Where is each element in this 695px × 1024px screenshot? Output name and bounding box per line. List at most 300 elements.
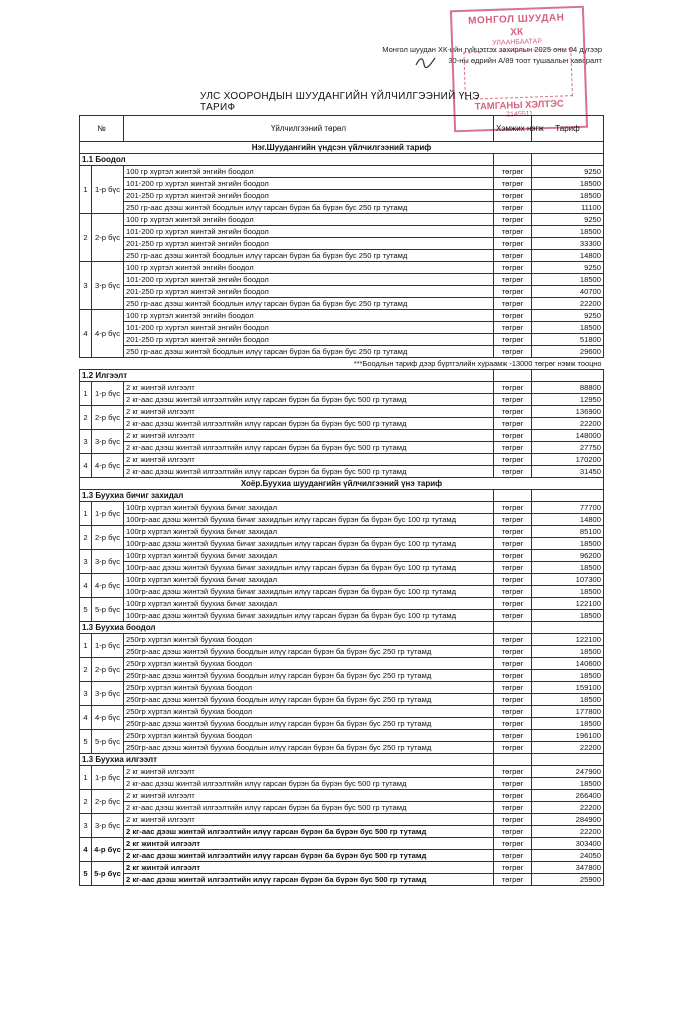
unit-cell: төгрөг [494,730,532,742]
service-description: 250гр-аас дээш жинтэй буухиа боодлын илүү гарсан бүрэн ба бүрэн бус 250 гр тутамд [124,646,494,658]
zone-label: 4-р бүс [92,310,124,358]
table-row [80,814,604,826]
table-row [80,274,604,286]
table-row [80,262,604,274]
price-cell: 18500 [532,226,604,238]
unit-cell: төгрөг [494,406,532,418]
table-row [80,406,604,418]
stamp-line: 2145511 [506,110,534,119]
section-heading: Хоёр.Буухиа шуудангийн үйлчилгээний үнэ тариф [80,478,604,490]
unit-cell: төгрөг [494,178,532,190]
service-description: 201-250 гр хүртэл жинтэй энгийн боодол [124,334,494,346]
unit-cell: төгрөг [494,766,532,778]
table-row [80,646,604,658]
group-title-row [80,490,604,502]
service-description: 2 кг-аас дээш жинтэй илгээлтийн илүү гарсан бүрэн ба бүрэн бус 500 гр тутамд [124,826,494,838]
table-row [80,442,604,454]
price-cell: 9250 [532,214,604,226]
table-row [80,250,604,262]
service-description: 100гр-аас дээш жинтэй буухиа бичиг захидлын илүү гарсан бүрэн ба бүрэн бус 100 гр тутамд [124,562,494,574]
price-cell: 18500 [532,778,604,790]
unit-cell: төгрөг [494,502,532,514]
price-cell: 22200 [532,826,604,838]
zone-number: 2 [80,406,92,430]
table-row [80,586,604,598]
table-row [80,322,604,334]
unit-cell: төгрөг [494,706,532,718]
unit-cell: төгрөг [494,826,532,838]
table-row [80,166,604,178]
unit-cell: төгрөг [494,394,532,406]
table-row [80,778,604,790]
price-cell: 18500 [532,694,604,706]
table-row [80,238,604,250]
price-cell: 77700 [532,502,604,514]
price-cell: 196100 [532,730,604,742]
unit-cell: төгрөг [494,526,532,538]
stamp-line: ХК [510,26,524,39]
table-row [80,634,604,646]
unit-cell: төгрөг [494,310,532,322]
zone-number: 3 [80,550,92,574]
group-title: 1.3 Буухиа илгээлт [80,754,494,766]
zone-label: 3-р бүс [92,262,124,310]
price-cell: 27750 [532,442,604,454]
price-cell: 18500 [532,274,604,286]
zone-label: 1-р бүс [92,502,124,526]
service-description: 2 кг-аас дээш жинтэй илгээлтийн илүү гарсан бүрэн ба бүрэн бус 500 гр тутамд [124,442,494,454]
service-description: 100гр-аас дээш жинтэй буухиа бичиг захидлын илүү гарсан бүрэн ба бүрэн бус 100 гр тутамд [124,610,494,622]
signature-mark [415,55,437,69]
unit-cell: төгрөг [494,802,532,814]
table-row [80,706,604,718]
service-description: 250 гр-аас дээш жинтэй боодлын илүү гарсан бүрэн ба бүрэн бус 250 гр тутамд [124,346,494,358]
zone-number: 4 [80,706,92,730]
zone-label: 1-р бүс [92,166,124,214]
unit-cell: төгрөг [494,634,532,646]
zone-number: 1 [80,166,92,214]
unit-cell: төгрөг [494,298,532,310]
table-row [80,178,604,190]
service-description: 100 гр хүртэл жинтэй энгийн боодол [124,166,494,178]
unit-cell: төгрөг [494,430,532,442]
zone-number: 1 [80,634,92,658]
table-row [80,418,604,430]
table-header-row [80,116,604,142]
service-description: 2 кг жинтэй илгээлт [124,838,494,850]
price-cell: 18500 [532,610,604,622]
unit-cell: төгрөг [494,322,532,334]
col-header-unit: Хэмжих нэгж [494,116,532,142]
unit-cell: төгрөг [494,250,532,262]
service-description: 2 кг-аас дээш жинтэй илгээлтийн илүү гарсан бүрэн ба бүрэн бус 500 гр тутамд [124,394,494,406]
unit-cell: төгрөг [494,610,532,622]
unit-cell: төгрөг [494,550,532,562]
service-description: 100гр хүртэл жинтэй буухиа бичиг захидал [124,526,494,538]
tariff-table [79,115,604,886]
table-row [80,430,604,442]
zone-label: 2-р бүс [92,526,124,550]
price-cell: 12950 [532,394,604,406]
stamp-line: ТАМГАНЫ ХЭЛТЭС [474,98,564,113]
group-title: 1.2 Илгээлт [80,370,494,382]
price-cell: 18500 [532,670,604,682]
unit-cell: төгрөг [494,682,532,694]
service-description: 250гр хүртэл жинтэй буухиа боодол [124,658,494,670]
group-title: 1.3 Буухиа боодол [80,622,494,634]
table-row [80,298,604,310]
price-cell: 14800 [532,250,604,262]
zone-label: 4-р бүс [92,454,124,478]
empty-cell [494,754,532,766]
zone-number: 2 [80,658,92,682]
table-row [80,862,604,874]
service-description: 250гр-аас дээш жинтэй буухиа боодлын илүү гарсан бүрэн ба бүрэн бус 250 гр тутамд [124,718,494,730]
section-heading-row [80,478,604,490]
empty-cell [494,370,532,382]
empty-cell [494,490,532,502]
group-title-row [80,370,604,382]
service-description: 250 гр-аас дээш жинтэй боодлын илүү гарсан бүрэн ба бүрэн бус 250 гр тутамд [124,202,494,214]
zone-number: 4 [80,574,92,598]
service-description: 250гр-аас дээш жинтэй буухиа боодлын илүү гарсан бүрэн ба бүрэн бус 250 гр тутамд [124,742,494,754]
zone-label: 2-р бүс [92,406,124,430]
unit-cell: төгрөг [494,214,532,226]
price-cell: 11100 [532,202,604,214]
zone-label: 5-р бүс [92,598,124,622]
price-cell: 18500 [532,538,604,550]
table-row [80,514,604,526]
zone-label: 5-р бүс [92,862,124,886]
service-description: 201-250 гр хүртэл жинтэй энгийн боодол [124,238,494,250]
zone-number: 5 [80,730,92,754]
price-cell: 347800 [532,862,604,874]
service-description: 101-200 гр хүртэл жинтэй энгийн боодол [124,178,494,190]
service-description: 2 кг-аас дээш жинтэй илгээлтийн илүү гарсан бүрэн ба бүрэн бус 500 гр тутамд [124,418,494,430]
unit-cell: төгрөг [494,466,532,478]
zone-number: 3 [80,814,92,838]
group-note-row [80,358,604,370]
price-cell: 40700 [532,286,604,298]
order-annex-note: Монгол шуудан ХК-ийн гүйцэтгэх захирлын 2025 оны 04 дүгээр 30-ны өдрийн А/89 тоот тушаалын хавсралт [382,45,602,65]
zone-label: 2-р бүс [92,790,124,814]
group-note: ***Боодлын тариф дээр бүртгэлийн хураамж -13000 төгрөг нэмж тооцно [80,358,604,370]
service-description: 101-200 гр хүртэл жинтэй энгийн боодол [124,322,494,334]
price-cell: 33300 [532,238,604,250]
price-cell: 18500 [532,562,604,574]
service-description: 2 кг жинтэй илгээлт [124,382,494,394]
service-description: 2 кг-аас дээш жинтэй илгээлтийн илүү гарсан бүрэн ба бүрэн бус 500 гр тутамд [124,850,494,862]
zone-label: 3-р бүс [92,682,124,706]
price-cell: 303400 [532,838,604,850]
service-description: 101-200 гр хүртэл жинтэй энгийн боодол [124,226,494,238]
service-description: 250гр хүртэл жинтэй буухиа боодол [124,706,494,718]
tariff-body [80,142,604,886]
zone-label: 1-р бүс [92,766,124,790]
service-description: 250гр-аас дээш жинтэй буухиа боодлын илүү гарсан бүрэн ба бүрэн бус 250 гр тутамд [124,694,494,706]
service-description: 2 кг жинтэй илгээлт [124,862,494,874]
unit-cell: төгрөг [494,274,532,286]
unit-cell: төгрөг [494,202,532,214]
price-cell: 18500 [532,718,604,730]
table-row [80,190,604,202]
table-row [80,526,604,538]
price-cell: 9250 [532,310,604,322]
price-cell: 170200 [532,454,604,466]
zone-number: 1 [80,382,92,406]
price-cell: 22200 [532,298,604,310]
service-description: 100гр хүртэл жинтэй буухиа бичиг захидал [124,598,494,610]
price-cell: 24050 [532,850,604,862]
zone-label: 4-р бүс [92,574,124,598]
table-row [80,334,604,346]
table-row [80,838,604,850]
price-cell: 31450 [532,466,604,478]
service-description: 2 кг-аас дээш жинтэй илгээлтийн илүү гарсан бүрэн ба бүрэн бус 500 гр тутамд [124,874,494,886]
zone-label: 2-р бүс [92,658,124,682]
table-row [80,346,604,358]
unit-cell: төгрөг [494,658,532,670]
zone-number: 4 [80,838,92,862]
zone-label: 3-р бүс [92,430,124,454]
table-row [80,682,604,694]
table-row [80,502,604,514]
empty-cell [532,622,604,634]
price-cell: 22200 [532,418,604,430]
price-cell: 18500 [532,586,604,598]
service-description: 250гр хүртэл жинтэй буухиа боодол [124,634,494,646]
section-heading: Нэг.Шуудангийн үндсэн үйлчилгээний тариф [80,142,604,154]
price-cell: 140600 [532,658,604,670]
price-cell: 22200 [532,742,604,754]
price-cell: 247900 [532,766,604,778]
price-cell: 18500 [532,646,604,658]
table-row [80,790,604,802]
price-cell: 122100 [532,598,604,610]
unit-cell: төгрөг [494,742,532,754]
table-row [80,766,604,778]
table-row [80,574,604,586]
unit-cell: төгрөг [494,418,532,430]
table-row [80,286,604,298]
table-row [80,610,604,622]
service-description: 201-250 гр хүртэл жинтэй энгийн боодол [124,286,494,298]
zone-number: 3 [80,262,92,310]
group-title-row [80,754,604,766]
unit-cell: төгрөг [494,598,532,610]
empty-cell [494,154,532,166]
unit-cell: төгрөг [494,718,532,730]
unit-cell: төгрөг [494,262,532,274]
service-description: 100гр хүртэл жинтэй буухиа бичиг захидал [124,574,494,586]
unit-cell: төгрөг [494,538,532,550]
zone-label: 3-р бүс [92,550,124,574]
col-header-tariff: Тариф [532,116,604,142]
table-row [80,874,604,886]
table-row [80,730,604,742]
empty-cell [532,754,604,766]
unit-cell: төгрөг [494,382,532,394]
price-cell: 107300 [532,574,604,586]
zone-number: 2 [80,790,92,814]
unit-cell: төгрөг [494,694,532,706]
price-cell: 122100 [532,634,604,646]
empty-cell [532,490,604,502]
price-cell: 9250 [532,262,604,274]
group-title: 1.1 Боодол [80,154,494,166]
table-row [80,538,604,550]
service-description: 2 кг жинтэй илгээлт [124,814,494,826]
unit-cell: төгрөг [494,442,532,454]
zone-label: 2-р бүс [92,214,124,262]
zone-number: 5 [80,598,92,622]
document-title: УЛС ХООРОНДЫН ШУУДАНГИЙН ҮЙЛЧИЛГЭЭНИЙ ҮНЭ ТАРИФ [200,91,480,113]
zone-number: 3 [80,682,92,706]
service-description: 2 кг-аас дээш жинтэй илгээлтийн илүү гарсан бүрэн ба бүрэн бус 500 гр тутамд [124,778,494,790]
unit-cell: төгрөг [494,574,532,586]
col-header-no: № [80,116,124,142]
zone-number: 3 [80,430,92,454]
unit-cell: төгрөг [494,238,532,250]
unit-cell: төгрөг [494,778,532,790]
zone-label: 1-р бүс [92,382,124,406]
zone-label: 1-р бүс [92,634,124,658]
empty-cell [494,622,532,634]
price-cell: 96200 [532,550,604,562]
price-cell: 159100 [532,682,604,694]
table-row [80,454,604,466]
price-cell: 9250 [532,166,604,178]
empty-cell [532,370,604,382]
unit-cell: төгрөг [494,586,532,598]
unit-cell: төгрөг [494,850,532,862]
service-description: 2 кг жинтэй илгээлт [124,454,494,466]
unit-cell: төгрөг [494,334,532,346]
unit-cell: төгрөг [494,874,532,886]
price-cell: 18500 [532,190,604,202]
service-description: 100гр-аас дээш жинтэй буухиа бичиг захидлын илүү гарсан бүрэн ба бүрэн бус 100 гр тутамд [124,514,494,526]
service-description: 250гр-аас дээш жинтэй буухиа боодлын илүү гарсан бүрэн ба бүрэн бус 250 гр тутамд [124,670,494,682]
unit-cell: төгрөг [494,346,532,358]
unit-cell: төгрөг [494,670,532,682]
table-row [80,202,604,214]
group-title: 1.3 Буухиа бичиг захидал [80,490,494,502]
service-description: 2 кг жинтэй илгээлт [124,430,494,442]
service-description: 2 кг жинтэй илгээлт [124,406,494,418]
service-description: 100 гр хүртэл жинтэй энгийн боодол [124,262,494,274]
unit-cell: төгрөг [494,454,532,466]
price-cell: 177800 [532,706,604,718]
service-description: 100 гр хүртэл жинтэй энгийн боодол [124,214,494,226]
section-heading-row [80,142,604,154]
zone-number: 1 [80,766,92,790]
service-description: 201-250 гр хүртэл жинтэй энгийн боодол [124,190,494,202]
zone-label: 5-р бүс [92,730,124,754]
service-description: 2 кг жинтэй илгээлт [124,790,494,802]
service-description: 250гр хүртэл жинтэй буухиа боодол [124,730,494,742]
zone-number: 2 [80,526,92,550]
service-description: 250гр хүртэл жинтэй буухиа боодол [124,682,494,694]
service-description: 100гр хүртэл жинтэй буухиа бичиг захидал [124,550,494,562]
unit-cell: төгрөг [494,814,532,826]
price-cell: 51800 [532,334,604,346]
price-cell: 22200 [532,802,604,814]
table-row [80,550,604,562]
price-cell: 266400 [532,790,604,802]
price-cell: 85100 [532,526,604,538]
table-row [80,466,604,478]
table-row [80,394,604,406]
price-cell: 136900 [532,406,604,418]
service-description: 100гр-аас дээш жинтэй буухиа бичиг захидлын илүү гарсан бүрэн ба бүрэн бус 100 гр тутамд [124,538,494,550]
group-title-row [80,622,604,634]
service-description: 250 гр-аас дээш жинтэй боодлын илүү гарсан бүрэн ба бүрэн бус 250 гр тутамд [124,298,494,310]
table-row [80,802,604,814]
table-row [80,562,604,574]
official-stamp [450,6,588,133]
price-cell: 14800 [532,514,604,526]
table-row [80,382,604,394]
table-row [80,226,604,238]
price-cell: 25900 [532,874,604,886]
unit-cell: төгрөг [494,790,532,802]
zone-label: 3-р бүс [92,814,124,838]
price-cell: 284900 [532,814,604,826]
table-row [80,670,604,682]
table-row [80,598,604,610]
service-description: 100гр-аас дээш жинтэй буухиа бичиг захидлын илүү гарсан бүрэн ба бүрэн бус 100 гр тутамд [124,586,494,598]
unit-cell: төгрөг [494,838,532,850]
price-cell: 148000 [532,430,604,442]
service-description: 2 кг-аас дээш жинтэй илгээлтийн илүү гарсан бүрэн ба бүрэн бус 500 гр тутамд [124,802,494,814]
stamp-line: УЛААНБААТАР [492,38,543,47]
group-title-row [80,154,604,166]
price-cell: 18500 [532,322,604,334]
service-description: 101-200 гр хүртэл жинтэй энгийн боодол [124,274,494,286]
unit-cell: төгрөг [494,514,532,526]
table-row [80,214,604,226]
price-cell: 88800 [532,382,604,394]
zone-number: 4 [80,310,92,358]
col-header-service: Үйлчилгээний төрөл [124,116,494,142]
unit-cell: төгрөг [494,286,532,298]
unit-cell: төгрөг [494,226,532,238]
table-row [80,718,604,730]
zone-number: 5 [80,862,92,886]
empty-cell [532,154,604,166]
table-row [80,658,604,670]
zone-number: 4 [80,454,92,478]
price-cell: 18500 [532,178,604,190]
unit-cell: төгрөг [494,646,532,658]
unit-cell: төгрөг [494,862,532,874]
service-description: 100гр хүртэл жинтэй буухиа бичиг захидал [124,502,494,514]
service-description: 100 гр хүртэл жинтэй энгийн боодол [124,310,494,322]
service-description: 2 кг жинтэй илгээлт [124,766,494,778]
unit-cell: төгрөг [494,562,532,574]
service-description: 2 кг-аас дээш жинтэй илгээлтийн илүү гарсан бүрэн ба бүрэн бус 500 гр тутамд [124,466,494,478]
unit-cell: төгрөг [494,166,532,178]
table-row [80,826,604,838]
service-description: 250 гр-аас дээш жинтэй боодлын илүү гарсан бүрэн ба бүрэн бус 250 гр тутамд [124,250,494,262]
price-cell: 29600 [532,346,604,358]
zone-label: 4-р бүс [92,838,124,862]
zone-label: 4-р бүс [92,706,124,730]
stamp-line: МОНГОЛ ШУУДАН [467,12,565,27]
table-row [80,850,604,862]
table-row [80,694,604,706]
zone-number: 2 [80,214,92,262]
